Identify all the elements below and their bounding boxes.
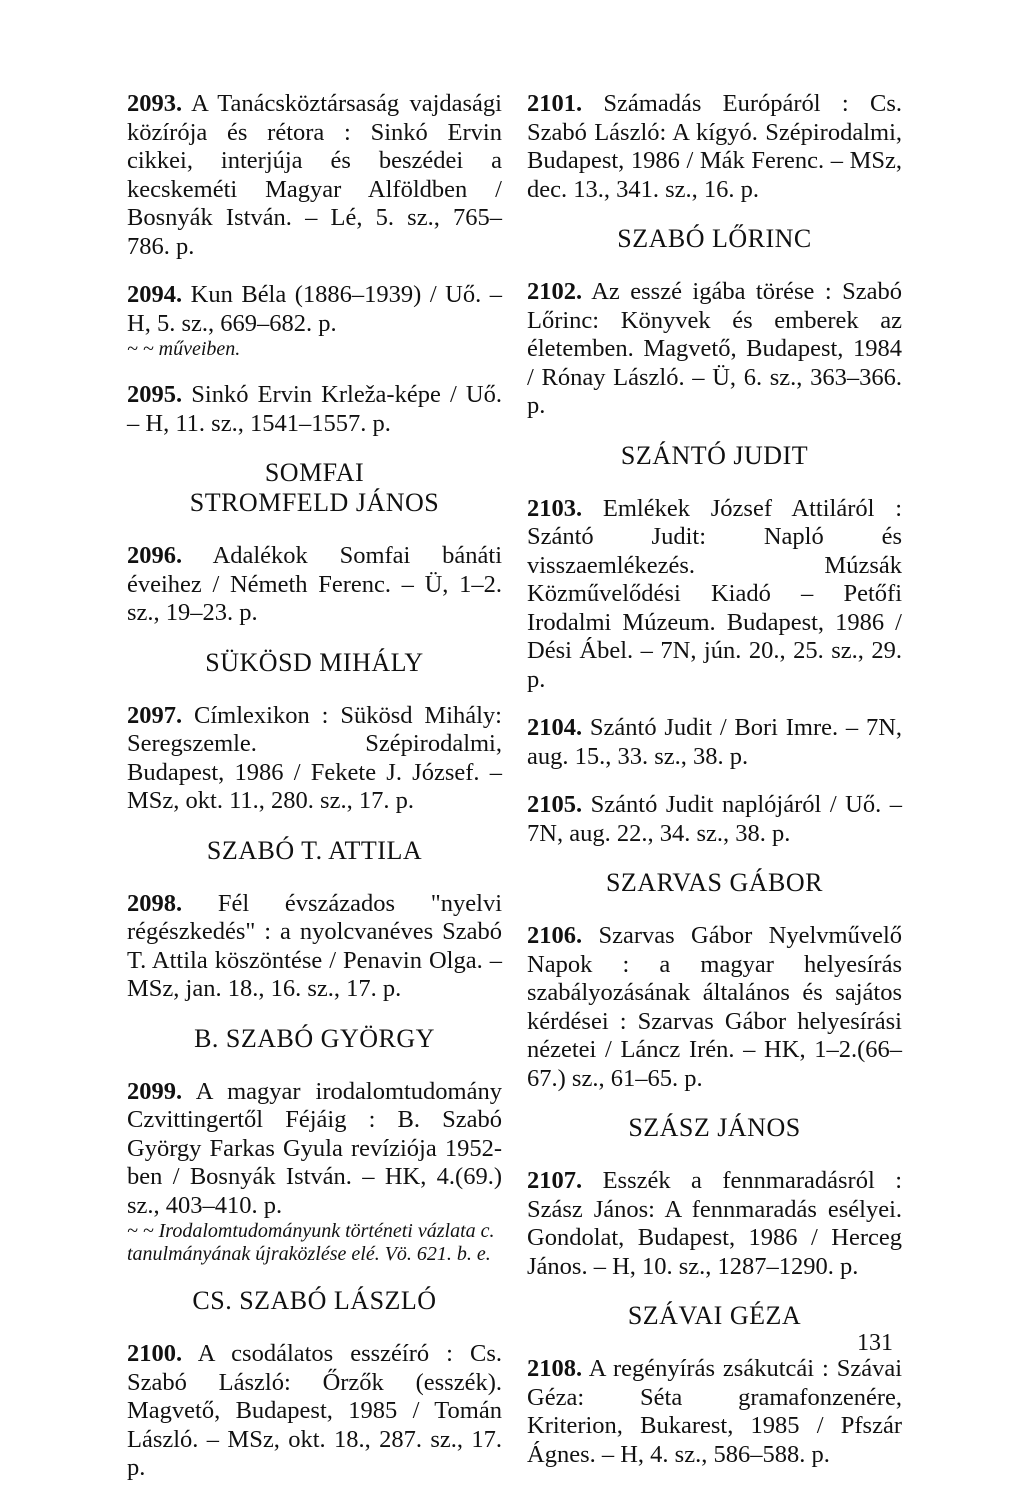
entry-number: 2099. (127, 1077, 183, 1105)
entry-text: Szarvas Gábor Nyelvművelő Napok : a magyar helyesírás szabályozásának általános és sajátos kérdései : Szarvas Gábor helyesírási nézetei / Láncz Irén. – HK, 1–2.(66–67.) sz., 61–65. p. (527, 922, 903, 1092)
entry-2101 (527, 90, 902, 204)
entry-text: A Tanácsköztársaság vajdasági közírója és rétora : Sinkó Ervin cikkei, interjúja és beszédei a kecskeméti Magyar Alföldben / Bosnyák István. – Lé, 5. sz., 765–786. p. (127, 90, 502, 260)
left-column (127, 90, 502, 1503)
section-heading-szabo-lorinc: SZABÓ LŐRINC (617, 224, 812, 253)
section-heading-szanto-judit: SZÁNTÓ JUDIT (620, 440, 809, 470)
entry-text: A magyar irodalomtudomány Czvittingertől Féjáig : B. Szabó György Farkas Gyula revíziója 1952-ben / Bosnyák István. – HK, 4.(69.) sz., 403–410. p. (127, 1077, 502, 1219)
section-heading-szasz: SZÁSZ JÁNOS (628, 1113, 801, 1142)
section-heading-cs-szabo: CS. SZABÓ LÁSZLÓ (192, 1286, 437, 1315)
entry-2108 (527, 1355, 902, 1469)
entry-number: 2094. (127, 281, 183, 308)
entry-2106 (527, 922, 902, 1093)
page-number: 131 (857, 1330, 893, 1356)
entry-text: A csodálatos esszéíró : Cs. Szabó László: Őrzők (esszék). Magvető, Budapest, 1985 / Tomán László. – MSz, okt. 18., 287. sz., 17. p. (127, 1340, 502, 1481)
entry-2104 (527, 714, 902, 771)
entry-2105 (527, 791, 902, 848)
entry-number: 2108. (527, 1355, 583, 1382)
entry-2107 (527, 1167, 902, 1281)
entry-text: Szántó Judit naplójáról / Uő. – 7N, aug. 22., 34. sz., 38. p. (527, 791, 902, 847)
entry-text: Kun Béla (1886–1939) / Uő. – H, 5. sz., 669–682. p. (127, 281, 502, 337)
entry-2095 (127, 381, 502, 438)
section-heading-szavai: SZÁVAI GÉZA (627, 1301, 802, 1330)
entry-number: 2096. (127, 542, 183, 569)
entry-2100 (127, 1340, 502, 1483)
entry-2098 (127, 890, 502, 1004)
entry-text: Az esszé igába törése : Szabó Lőrinc: Könyvek és emberek az életemben. Magvető, Budapest, 1984 / Rónay László. – Ü, 6. sz., 363–366. p. (527, 278, 902, 419)
entry-text: Esszék a fennmaradásról : Szász János: A fennmaradás esélyei. Gondolat, Budapest, 1986 / Herceg János. – H, 10. sz., 1287–1290. p. (527, 1167, 902, 1280)
section-heading-szabo-attila: SZABÓ T. ATTILA (206, 835, 423, 865)
entry-number: 2106. (527, 922, 583, 949)
entry-number: 2105. (527, 791, 583, 818)
section-heading-somfai: SOMFAI STROMFELD JÁNOS (189, 458, 440, 517)
entry-number: 2101. (527, 90, 583, 117)
entry-2102 (527, 278, 902, 421)
entry-number: 2103. (527, 494, 583, 522)
entry-2097 (127, 702, 502, 816)
entry-number: 2097. (127, 701, 183, 729)
entry-number: 2100. (127, 1340, 183, 1367)
section-heading-sukosd: SÜKÖSD MIHÁLY (205, 647, 424, 677)
entry-text: Számadás Európáról : Cs. Szabó László: A kígyó. Szépirodalmi, Budapest, 1986 / Mák Ferenc. – MSz, dec. 13., 341. sz., 16. p. (527, 90, 902, 203)
entry-text: Sinkó Ervin Krleža-képe / Uő. – H, 11. sz., 1541–1557. p. (127, 381, 502, 437)
entry-note: ~ ~ Irodalomtudományunk történeti vázlata c. tanulmányának újraközlése elé. Vö. 621. b. e. (127, 1220, 495, 1265)
entry-text: Adalékok Somfai bánáti éveihez / Németh Ferenc. – Ü, 1–2. sz., 19–23. p. (127, 542, 502, 626)
entry-2094 (127, 281, 502, 361)
entry-text: A regényírás zsákutcái : Szávai Géza: Séta gramafonzenére, Kriterion, Bukarest, 1985 / Pfszár Ágnes. – H, 4. sz., 586–588. p. (527, 1355, 902, 1468)
entry-number: 2104. (527, 714, 583, 741)
entry-2103 (527, 495, 902, 695)
entry-text: Szántó Judit / Bori Imre. – 7N, aug. 15., 33. sz., 38. p. (527, 714, 903, 770)
section-heading-szabo-gyorgy: B. SZABÓ GYÖRGY (194, 1023, 435, 1053)
section-heading-szarvas: SZARVAS GÁBOR (605, 868, 824, 897)
entry-text: Címlexikon : Sükösd Mihály: Seregszemle. Szépirodalmi, Budapest, 1986 / Fekete J. József. – MSz, okt. 11., 280. sz., 17. p. (127, 701, 502, 814)
entry-2096 (127, 542, 502, 628)
entry-number: 2098. (127, 889, 183, 917)
right-column (527, 90, 902, 1489)
entry-text: Emlékek József Attiláról : Szántó Judit: Napló és visszaemlékezés. Múzsák Közművelődési Kiadó – Petőfi Irodalmi Múzeum. Budapest, 1986 / Dési Ábel. – 7N, jún. 20., 25. sz., 29. p. (527, 494, 902, 693)
entry-note: ~ ~ műveiben. (127, 338, 241, 360)
entry-number: 2102. (527, 278, 583, 305)
entry-number: 2093. (127, 90, 183, 117)
entry-number: 2095. (127, 381, 183, 408)
entry-number: 2107. (527, 1167, 583, 1194)
entry-2093 (127, 90, 502, 261)
entry-2099 (127, 1078, 502, 1267)
entry-text: Fél évszázados "nyelvi régészkedés" : a nyolcvanéves Szabó T. Attila köszöntése / Penavin Olga. – MSz, jan. 18., 16. sz., 17. p. (127, 889, 502, 1002)
